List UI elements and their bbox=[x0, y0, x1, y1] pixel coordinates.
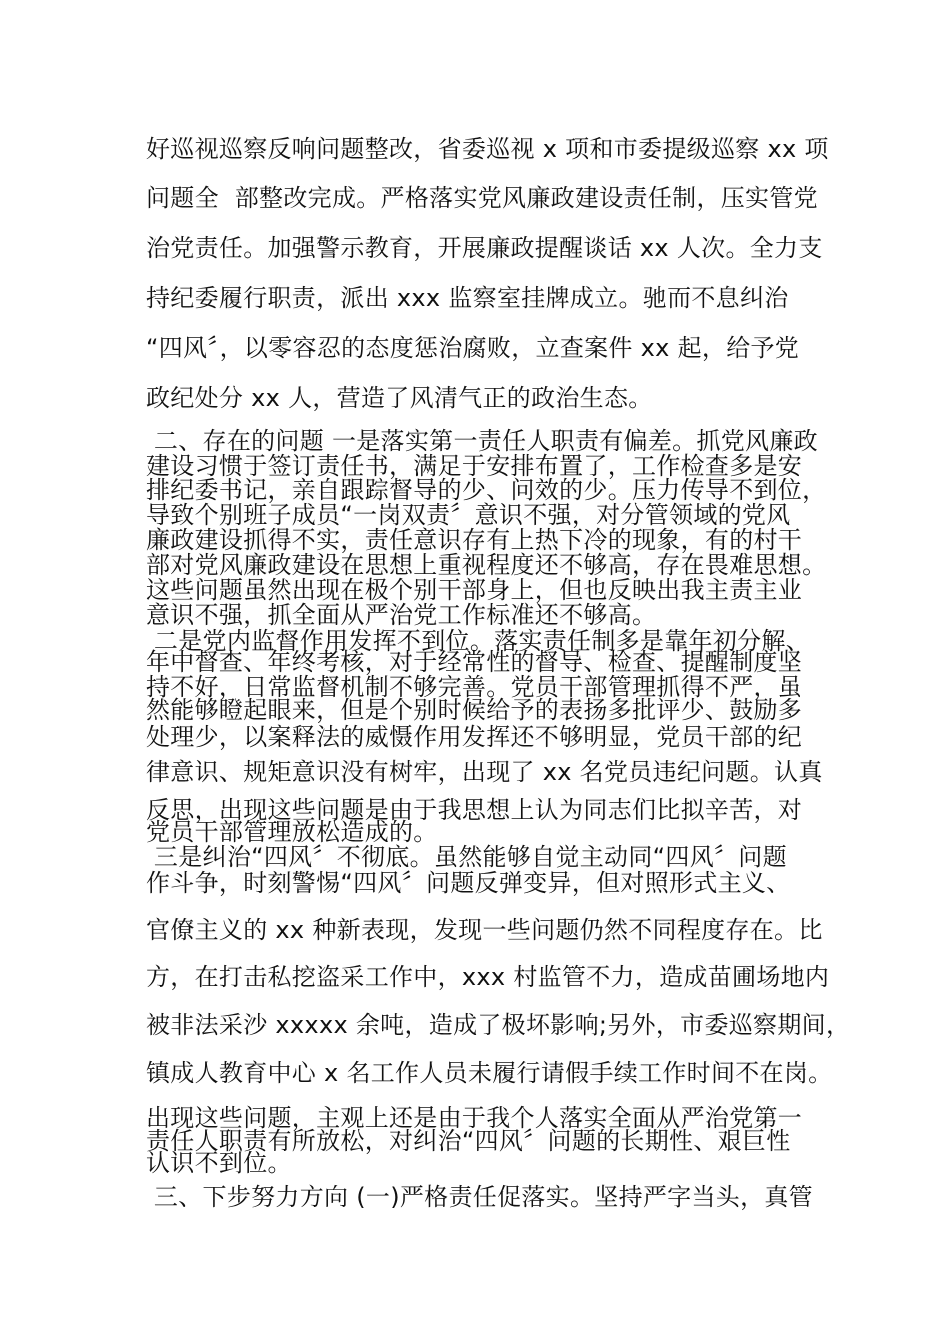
text-line: 然能够瞪起眼来，但是个别时候给予的表扬多批评少、鼓励多 bbox=[146, 696, 803, 724]
text-line: 这些问题虽然出现在极个别干部身上，但也反映出我主责主业 bbox=[146, 576, 803, 604]
text-line: 作斗争，时刻警惕“四风〞问题反弹变异，但对照形式主义、 bbox=[146, 869, 791, 897]
text-line: 责任人职责有所放松，对纠治“四风〞问题的长期性、艰巨性 bbox=[146, 1127, 791, 1155]
text-line: 排纪委书记，亲自跟踪督导的少、问效的少。压力传导不到位， bbox=[146, 476, 827, 504]
text-line: 意识不强，抓全面从严治党工作标准还不够高。 bbox=[146, 601, 657, 629]
text-line: 出现这些问题，主观上还是由于我个人落实全面从严治党第一 bbox=[146, 1104, 803, 1132]
text-line: 持不好，日常监督机制不够完善。党员干部管理抓得不严，虽 bbox=[146, 673, 803, 701]
text-line: 治党责任。加强警示教育，开展廉政提醒谈话 xx 人次。全力支 bbox=[146, 234, 823, 262]
text-line: 建设习惯于签订责任书，满足于安排布置了，工作检查多是安 bbox=[146, 452, 803, 480]
text-line: 处理少，以案释法的威慑作用发挥还不够明显，党员干部的纪 bbox=[146, 723, 803, 751]
text-line: “四风〞，以零容忍的态度惩治腐败，立查案件 xx 起，给予党 bbox=[146, 334, 800, 362]
text-line: 官僚主义的 xx 种新表现，发现一些问题仍然不同程度存在。比 bbox=[146, 916, 823, 944]
text-line: 政纪处分 xx 人，营造了风清气正的政治生态。 bbox=[146, 384, 653, 412]
text-line: 导致个别班子成员“一岗双责〞意识不强，对分管领域的党风 bbox=[146, 501, 791, 529]
text-line: 律意识、规矩意识没有树牢，出现了 xx 名党员违纪问题。认真 bbox=[146, 758, 823, 786]
text-line: 认识不到位。 bbox=[146, 1149, 292, 1177]
text-line: 被非法采沙 xxxxx 余吨，造成了极坏影响;另外，市委巡察期间， bbox=[146, 1011, 851, 1039]
text-line: 镇成人教育中心 x 名工作人员未履行请假手续工作时间不在岗。 bbox=[146, 1059, 833, 1087]
text-line: 反思，出现这些问题是由于我思想上认为同志们比拟辛苦，对 bbox=[146, 796, 803, 824]
text-line: 二是党内监督作用发挥不到位。落实责任制多是靠年初分解、 bbox=[146, 627, 811, 655]
section-heading-line: 二、存在的问题 一是落实第一责任人职责有偏差。抓党风廉政 bbox=[146, 427, 818, 455]
text-line: 好巡视巡察反响问题整改，省委巡视 x 项和市委提级巡察 xx 项 bbox=[146, 135, 829, 163]
section-heading-line: 三、下步努力方向 (一)严格责任促落实。坚持严字当头，真管 bbox=[146, 1183, 813, 1211]
text-line: 年中督查、年终考核，对于经常性的督导、检查、提醒制度坚 bbox=[146, 648, 803, 676]
text-line: 方，在打击私挖盗采工作中，xxx 村监管不力，造成苗圃场地内 bbox=[146, 963, 830, 991]
text-line: 问题全 部整改完成。严格落实党风廉政建设责任制，压实管党 bbox=[146, 184, 818, 212]
text-line: 三是纠治“四风〞不彻底。虽然能够自觉主动同“四风〞问题 bbox=[146, 843, 787, 871]
text-line: 持纪委履行职责，派出 xxx 监察室挂牌成立。驰而不息纠治 bbox=[146, 284, 789, 312]
text-line: 廉政建设抓得不实，责任意识存有上热下冷的现象，有的村干 bbox=[146, 526, 803, 554]
text-line: 部对党风廉政建设在思想上重视程度还不够高，存在畏难思想。 bbox=[146, 551, 827, 579]
text-line: 党员干部管理放松造成的。 bbox=[146, 818, 438, 846]
